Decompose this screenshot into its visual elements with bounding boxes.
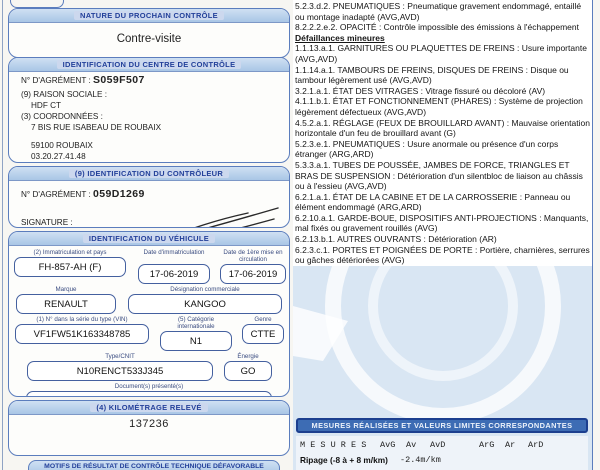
raison-sociale-value: HDF CT	[31, 101, 62, 110]
signature-label: SIGNATURE :	[21, 218, 73, 227]
registration-date-value: 17-06-2019	[138, 264, 210, 284]
field-label: Désignation commerciale	[170, 286, 240, 293]
col-avd: AvD	[430, 440, 446, 450]
col-arg: ArG	[479, 440, 495, 450]
defect-item: 4.5.2.a.1. RÉGLAGE (FEUX DE BROUILLARD AVANT) : Mauvaise orientation horizontale d'un feu de brouillard avant (G)	[295, 117, 590, 139]
controller-agrement-label: N° D'AGRÉMENT :	[21, 190, 91, 199]
measures-col-label: M E S U R E S	[300, 440, 367, 450]
section-header-band	[9, 9, 289, 23]
field-label: Marque	[55, 286, 77, 293]
section-header-band	[9, 401, 289, 415]
section-controller	[8, 166, 290, 228]
measures-table	[296, 436, 588, 470]
defect-item: 5.3.3.a.1. TUBES DE POUSSÉE, JAMBES DE FORCE, TRIANGLES ET BRAS DE SUSPENSION : Détérioration d'un silentbloc de liaison au châssis ou à l'essieu (AVG,AVD)	[295, 159, 583, 192]
defect-item: 6.2.1.a.1. ÉTAT DE LA CABINE ET DE LA CARROSSERIE : Panneau ou élément endommagé (ARG,ARD)	[295, 191, 571, 213]
minor-defects-title: Défaillances mineures	[295, 32, 385, 43]
field-label: (5) Catégorie internationale	[177, 316, 215, 330]
next-inspection-value: Contre-visite	[116, 33, 182, 45]
energy-value: GO	[224, 361, 272, 381]
field-label: Énergie	[237, 353, 259, 360]
section-unfavorable-result-partial	[28, 460, 280, 470]
col-ar: Ar	[505, 440, 516, 450]
lower-blue-panel	[293, 266, 593, 470]
col-ard: ArD	[528, 440, 544, 450]
measures-header-band	[296, 418, 588, 433]
registration-value: FH-857-AH (F)	[14, 257, 126, 277]
section-header-band	[9, 167, 289, 181]
defect-item: 5.2.3.d.2. PNEUMATIQUES : Pneumatique gravement endommagé, entaillé ou montage inadapté (AVG,AVD)	[295, 1, 582, 22]
address-line2: 59100 ROUBAIX	[31, 141, 93, 150]
section-mileage	[8, 400, 290, 456]
right-column-border	[592, 0, 593, 470]
section-title: MOTIFS DE RÉSULTAT DE CONTRÔLE TECHNIQUE DÉFAVORABLE	[44, 463, 264, 470]
defect-item: 6.2.10.a.1. GARDE-BOUE, DISPOSITIFS ANTI-PROJECTIONS : Manquants, mal fixés ou gravement rouillés (AVG)	[295, 212, 589, 234]
center-agrement-value: S059F507	[93, 74, 145, 86]
section-vehicle	[8, 231, 290, 397]
ripage-value: -2.4m/km	[400, 455, 441, 465]
center-agrement	[21, 74, 289, 86]
measures-header: MESURES RÉALISÉES ET VALEURS LIMITES CORRESPONDANTES	[311, 421, 573, 430]
first-circulation-date-value: 17-06-2019	[220, 264, 286, 284]
measures-table-header	[296, 436, 588, 452]
vin-value: VF1FW51K163348785	[15, 324, 149, 344]
defect-item: 4.1.1.b.1. ÉTAT ET FONCTIONNEMENT (PHARES) : Système de projection légèrement défectueux (AVG,AVD)	[295, 96, 583, 117]
field-label: (1) N° dans la série du type (VIN)	[36, 316, 128, 323]
page-left-border	[2, 0, 3, 470]
field-label: Document(s) présenté(s)	[114, 383, 184, 390]
genre-value: CTTE	[242, 324, 284, 344]
section-title: (9) IDENTIFICATION DU CONTRÔLEUR	[69, 169, 229, 178]
mileage-value: 137236	[129, 418, 169, 430]
section-next-inspection	[8, 8, 290, 58]
address-line1: 7 BIS RUE ISABEAU DE ROUBAIX	[31, 123, 162, 132]
defect-item: 1.1.13.a.1. GARNITURES OU PLAQUETTES DE FREINS : Usure importante (AVG,AVD)	[295, 43, 587, 64]
signature-area	[9, 200, 289, 228]
coordonnees-label: (3) COORDONNÉES :	[21, 112, 103, 121]
model-value: KANGOO	[128, 294, 282, 314]
defect-item: 1.1.14.a.1. TAMBOURS DE FREINS, DISQUES DE FREINS : Disque ou tambour légèrement usé (AVG,AVD)	[295, 64, 569, 86]
col-av: Av	[406, 440, 417, 450]
phone-number: 03.20.27.41.48	[31, 152, 86, 161]
col-avg: AvG	[380, 440, 396, 450]
documents-presented-value	[26, 391, 272, 397]
type-cnit-value: N10RENCT533J345	[27, 361, 213, 381]
field-label: Type/CNIT	[105, 353, 135, 360]
section-header-band	[9, 58, 289, 72]
category-value: N1	[160, 331, 232, 351]
measures-row-ripage	[296, 452, 588, 468]
field-label: Date de 1ère mise en circulation	[223, 249, 283, 263]
section-title: NATURE DU PROCHAIN CONTRÔLE	[74, 11, 224, 20]
controller-agrement-value: 059D1269	[93, 188, 145, 200]
section-title: (4) KILOMÉTRAGE RELEVÉ	[90, 403, 207, 412]
defect-item: 6.2.13.b.1. AUTRES OUVRANTS : Détérioration (AR)	[295, 234, 497, 245]
signature-scribble	[98, 202, 283, 228]
defects-column	[293, 0, 593, 470]
defect-item: 5.2.3.e.1. PNEUMATIQUES : Usure anormale ou présence d'un corps étranger (ARG,ARD)	[295, 138, 559, 160]
center-agrement-label: N° D'AGRÉMENT :	[21, 76, 91, 85]
section-title: IDENTIFICATION DU CENTRE DE CONTRÔLE	[57, 60, 242, 69]
ripage-label: Ripage (-8 à + 8 m/km)	[300, 455, 388, 465]
section-header-band	[9, 232, 289, 246]
section-title: IDENTIFICATION DU VÉHICULE	[83, 234, 215, 243]
section-control-center	[8, 57, 290, 163]
field-label: Date d'immatriculation	[143, 249, 205, 256]
make-value: RENAULT	[16, 294, 116, 314]
defect-item: 3.2.1.a.1. ÉTAT DES VITRAGES : Vitrage fissuré ou décoloré (AV)	[295, 85, 546, 96]
field-label: Genre	[254, 316, 272, 323]
defects-list	[293, 0, 593, 266]
previous-box-remnant	[10, 0, 64, 8]
defect-item: 8.2.2.2.e.2. OPACITÉ : Contrôle impossible des émissions à l'échappement	[295, 22, 579, 33]
field-label: (2) Immatriculation et pays	[33, 249, 107, 256]
raison-sociale-label: (9) RAISON SOCIALE :	[21, 90, 107, 99]
defect-item: 6.2.3.c.1. PORTES ET POIGNÉES DE PORTE : Portière, charnières, serrures ou gâches détériorées (AVG)	[295, 244, 590, 266]
